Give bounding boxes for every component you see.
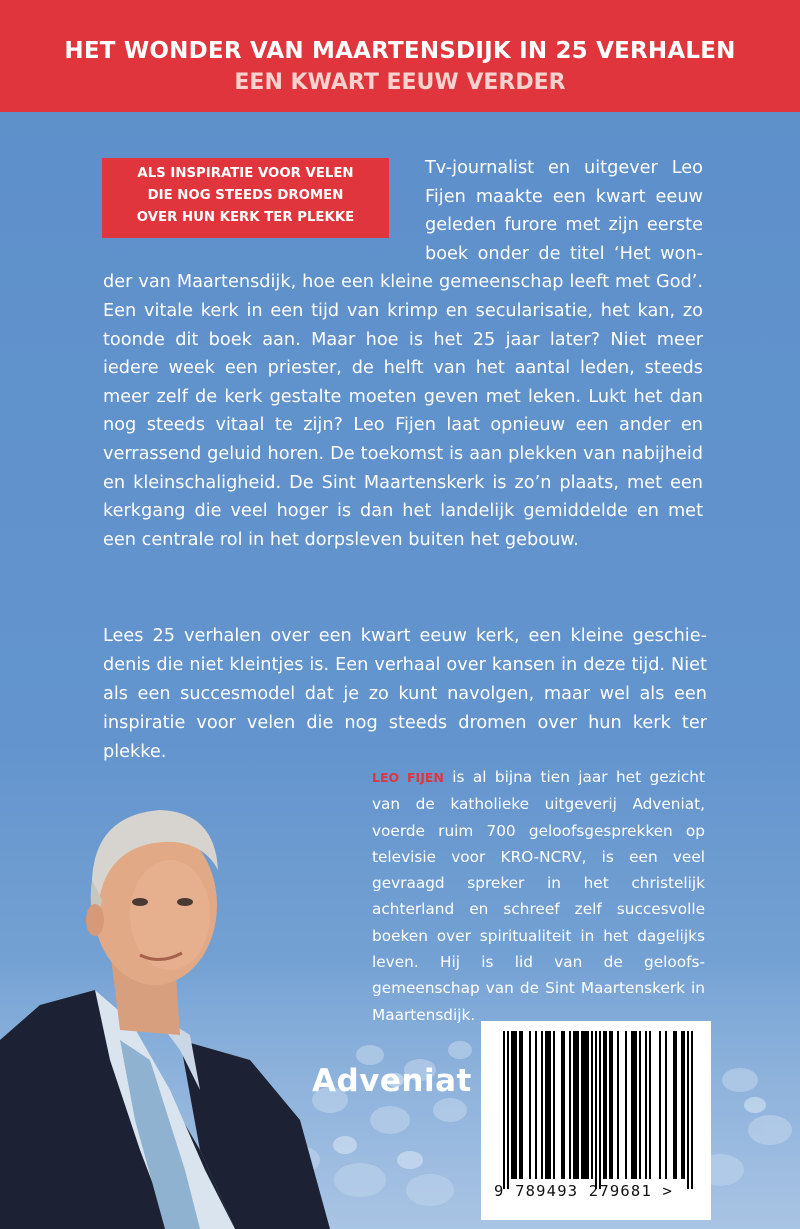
barcode-bar: [547, 1031, 549, 1179]
barcode-bar: [503, 1031, 505, 1189]
series-title: HET WONDER VAN MAARTENSDIJK IN 25 VERHALEN: [64, 38, 736, 64]
barcode-bar: [583, 1031, 585, 1179]
barcode-bar: [549, 1031, 551, 1179]
barcode-bar: [581, 1031, 583, 1179]
barcode-bar: [633, 1031, 635, 1179]
barcode-bar: [649, 1031, 651, 1179]
barcode-bar: [687, 1031, 689, 1189]
callout-line-1: ALS INSPIRATIE VOOR VELEN: [137, 166, 354, 181]
blurb-paragraph-2: Lees 25 verhalen over een kwart eeuw kerk, een kleine geschiedenis die niet kleintjes is. Een verhaal over kansen in deze tijd. Niet als een succesmodel dat je zo kunt navolgen, maar wel als een inspiratie voor velen die nog steeds dromen over hun kerk ter plekke.: [103, 626, 707, 762]
barcode-bar: [611, 1031, 613, 1179]
barcode-bar: [529, 1031, 531, 1179]
barcode-bar: [563, 1031, 565, 1179]
barcode-bar: [635, 1031, 637, 1179]
barcode-bar: [587, 1031, 589, 1179]
barcode-bar: [585, 1031, 587, 1179]
barcode-bar: [545, 1031, 547, 1179]
barcode-bar: [519, 1031, 521, 1179]
barcode-bar: [681, 1031, 683, 1179]
barcode-bar: [553, 1031, 555, 1179]
barcode-bar: [603, 1031, 605, 1179]
barcode-bar: [569, 1031, 571, 1179]
barcode-bar: [617, 1031, 619, 1179]
barcode-bar: [631, 1031, 633, 1179]
barcode-bar: [645, 1031, 647, 1179]
barcode-bar: [513, 1031, 515, 1179]
barcode-bar: [573, 1031, 575, 1179]
barcode-bar: [605, 1031, 607, 1179]
author-bio-text: is al bijna tien jaar het gezicht van de katholieke uitgeverij Adveniat, voerde ruim 700 geloofsgesprekken op televisie voor KRO-NCRV, is een veel gevraagd spreker in het christelijk achterland en schreef zelf succesvolle boeken over spiritualiteit in het dagelijks leven. Hij is lid van de geloofsgemeenschap van de Sint Maartenskerk in Maartensdijk.: [372, 768, 705, 1024]
barcode-bar: [577, 1031, 579, 1179]
barcode-bar: [659, 1031, 661, 1179]
barcode-bar: [591, 1031, 593, 1179]
barcode-bar: [521, 1031, 523, 1179]
publisher-logo: Adveniat: [312, 1063, 472, 1099]
barcode-bar: [595, 1031, 597, 1189]
blurb-paragraph-1: Tv-journalist en uitgever Leo Fijen maakte een kwart eeuw geleden furore met zijn eerste boek onder de titel ‘Het wonder van Maartensdijk, hoe een kleine gemeenschap leeft met God’. Een vitale kerk in een tijd van krimp en secularisatie, het kan, zo toonde dit boek aan. Maar hoe is het 25 jaar later? Niet meer iedere week een priester, de helft van het aantal leden, steeds meer zelf de kerk gestalte moeten geven met leken. Lukt het dan nog steeds vitaal te zijn? Leo Fijen laat opnieuw een ander en verrassend geluid horen. De toekomst is aan plekken van nabijheid en kleinschaligheid. De Sint Maartenskerk is zo’n plaats, met een kerkgang die veel hoger is dan het landelijk gemiddelde en met een centrale rol in het dorpsleven buiten het gebouw.: [103, 158, 703, 550]
series-subtitle: EEN KWART EEUW VERDER: [234, 70, 566, 95]
author-name: LEO FIJEN: [372, 770, 444, 785]
barcode-digits: 9 789493 279681 >: [494, 1182, 674, 1200]
barcode-bar: [639, 1031, 641, 1179]
author-bio: [372, 764, 705, 1028]
callout-line-2: DIE NOG STEEDS DROMEN: [147, 188, 344, 203]
barcode-bar: [625, 1031, 627, 1179]
barcode-bar: [691, 1031, 693, 1189]
barcode-bar: [609, 1031, 611, 1179]
callout-box: [102, 158, 389, 238]
barcode-bar: [561, 1031, 563, 1179]
author-portrait-image: [0, 790, 330, 1229]
barcode-bar: [675, 1031, 677, 1179]
barcode-bar: [515, 1031, 517, 1179]
callout-line-3: OVER HUN KERK TER PLEKKE: [136, 210, 355, 225]
barcode-bar: [535, 1031, 537, 1179]
header-band: [0, 0, 800, 112]
barcode-bar: [541, 1031, 543, 1179]
barcode-bar: [507, 1031, 509, 1189]
barcode-bar: [683, 1031, 685, 1179]
barcode-bar: [673, 1031, 675, 1179]
barcode-bar: [511, 1031, 513, 1179]
barcode-bar: [575, 1031, 577, 1179]
barcode-bar: [599, 1031, 601, 1189]
barcode-bar: [665, 1031, 667, 1179]
